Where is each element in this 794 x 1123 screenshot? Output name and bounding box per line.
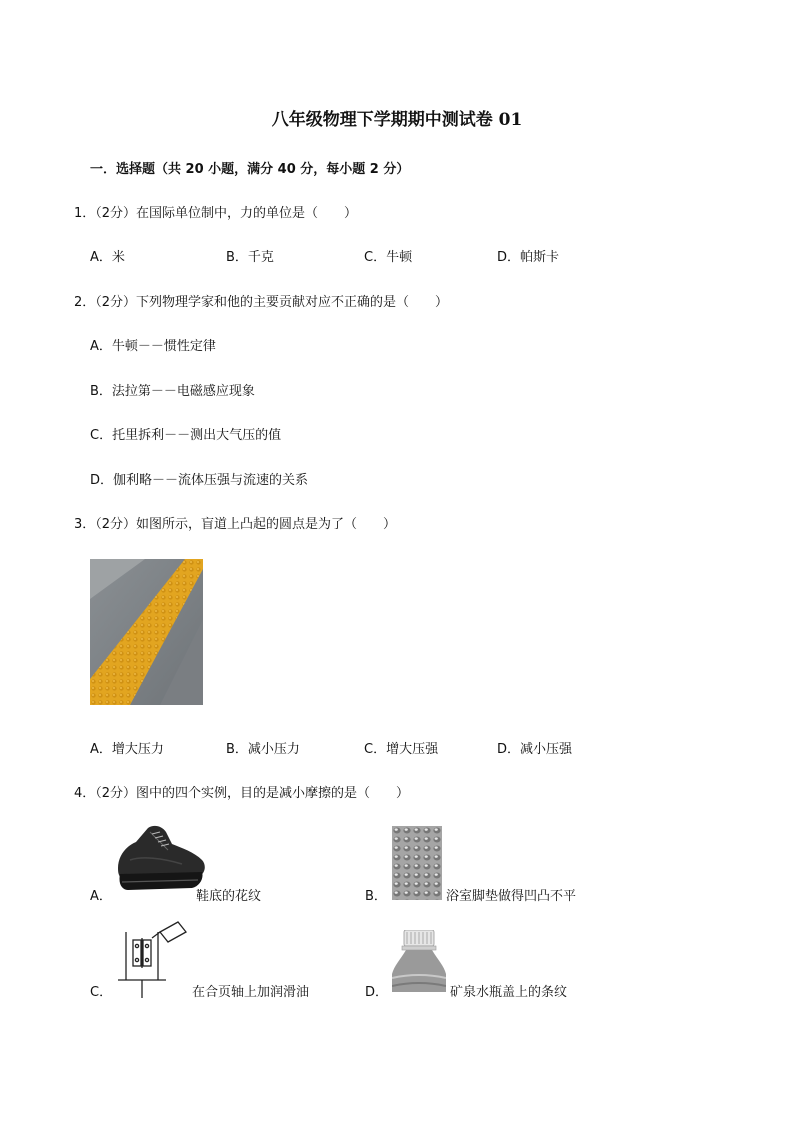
q2-option-a[interactable]: A．牛顿－－惯性定律 <box>90 339 216 354</box>
q3-option-a[interactable]: A．增大压力 <box>90 742 164 757</box>
q2-option-c[interactable]: C．托里拆利－－测出大气压的值 <box>90 428 282 443</box>
q4-option-a-caption: 鞋底的花纹 <box>196 889 262 904</box>
q1-option-c[interactable]: C．牛顿 <box>364 250 413 265</box>
question-2-text: 2．（2分）下列物理学家和他的主要贡献对应不正确的是（ ） <box>74 295 449 310</box>
bottle-cap-image <box>392 930 446 992</box>
q4-option-c-caption: 在合页轴上加润滑油 <box>192 985 310 1000</box>
q1-option-d[interactable]: D．帕斯卡 <box>497 250 560 265</box>
q4-option-d-caption: 矿泉水瓶盖上的条纹 <box>450 985 568 1000</box>
question-4-text: 4．（2分）图中的四个实例，目的是减小摩擦的是（ ） <box>74 786 410 801</box>
q1-option-b[interactable]: B．千克 <box>226 250 274 265</box>
hinge-oil-diagram <box>116 918 192 1000</box>
tactile-paving-photo <box>90 559 203 705</box>
section-heading: 一．选择题（共 20 小题，满分 40 分，每小题 2 分） <box>90 162 410 177</box>
bath-mat-image <box>392 826 442 900</box>
q4-option-b-letter[interactable]: B． <box>365 889 387 904</box>
q4-option-a-letter[interactable]: A． <box>90 889 112 904</box>
q4-option-b-caption: 浴室脚垫做得凹凸不平 <box>446 889 577 904</box>
page-title: 八年级物理下学期期中测试卷 01 <box>271 110 523 130</box>
q2-option-d[interactable]: D．伽利略－－流体压强与流速的关系 <box>90 473 309 488</box>
q3-option-b[interactable]: B．减小压力 <box>226 742 300 757</box>
q4-option-c-letter[interactable]: C． <box>90 985 113 1000</box>
question-3-text: 3．（2分）如图所示，盲道上凸起的圆点是为了（ ） <box>74 517 397 532</box>
q3-option-c[interactable]: C．增大压强 <box>364 742 439 757</box>
q3-option-d[interactable]: D．减小压强 <box>497 742 573 757</box>
q2-option-b[interactable]: B．法拉第－－电磁感应现象 <box>90 384 255 399</box>
question-1-text: 1．（2分）在国际单位制中，力的单位是（ ） <box>74 206 358 221</box>
shoe-image <box>112 820 208 896</box>
q1-option-a[interactable]: A．米 <box>90 250 125 265</box>
q4-option-d-letter[interactable]: D． <box>365 985 389 1000</box>
